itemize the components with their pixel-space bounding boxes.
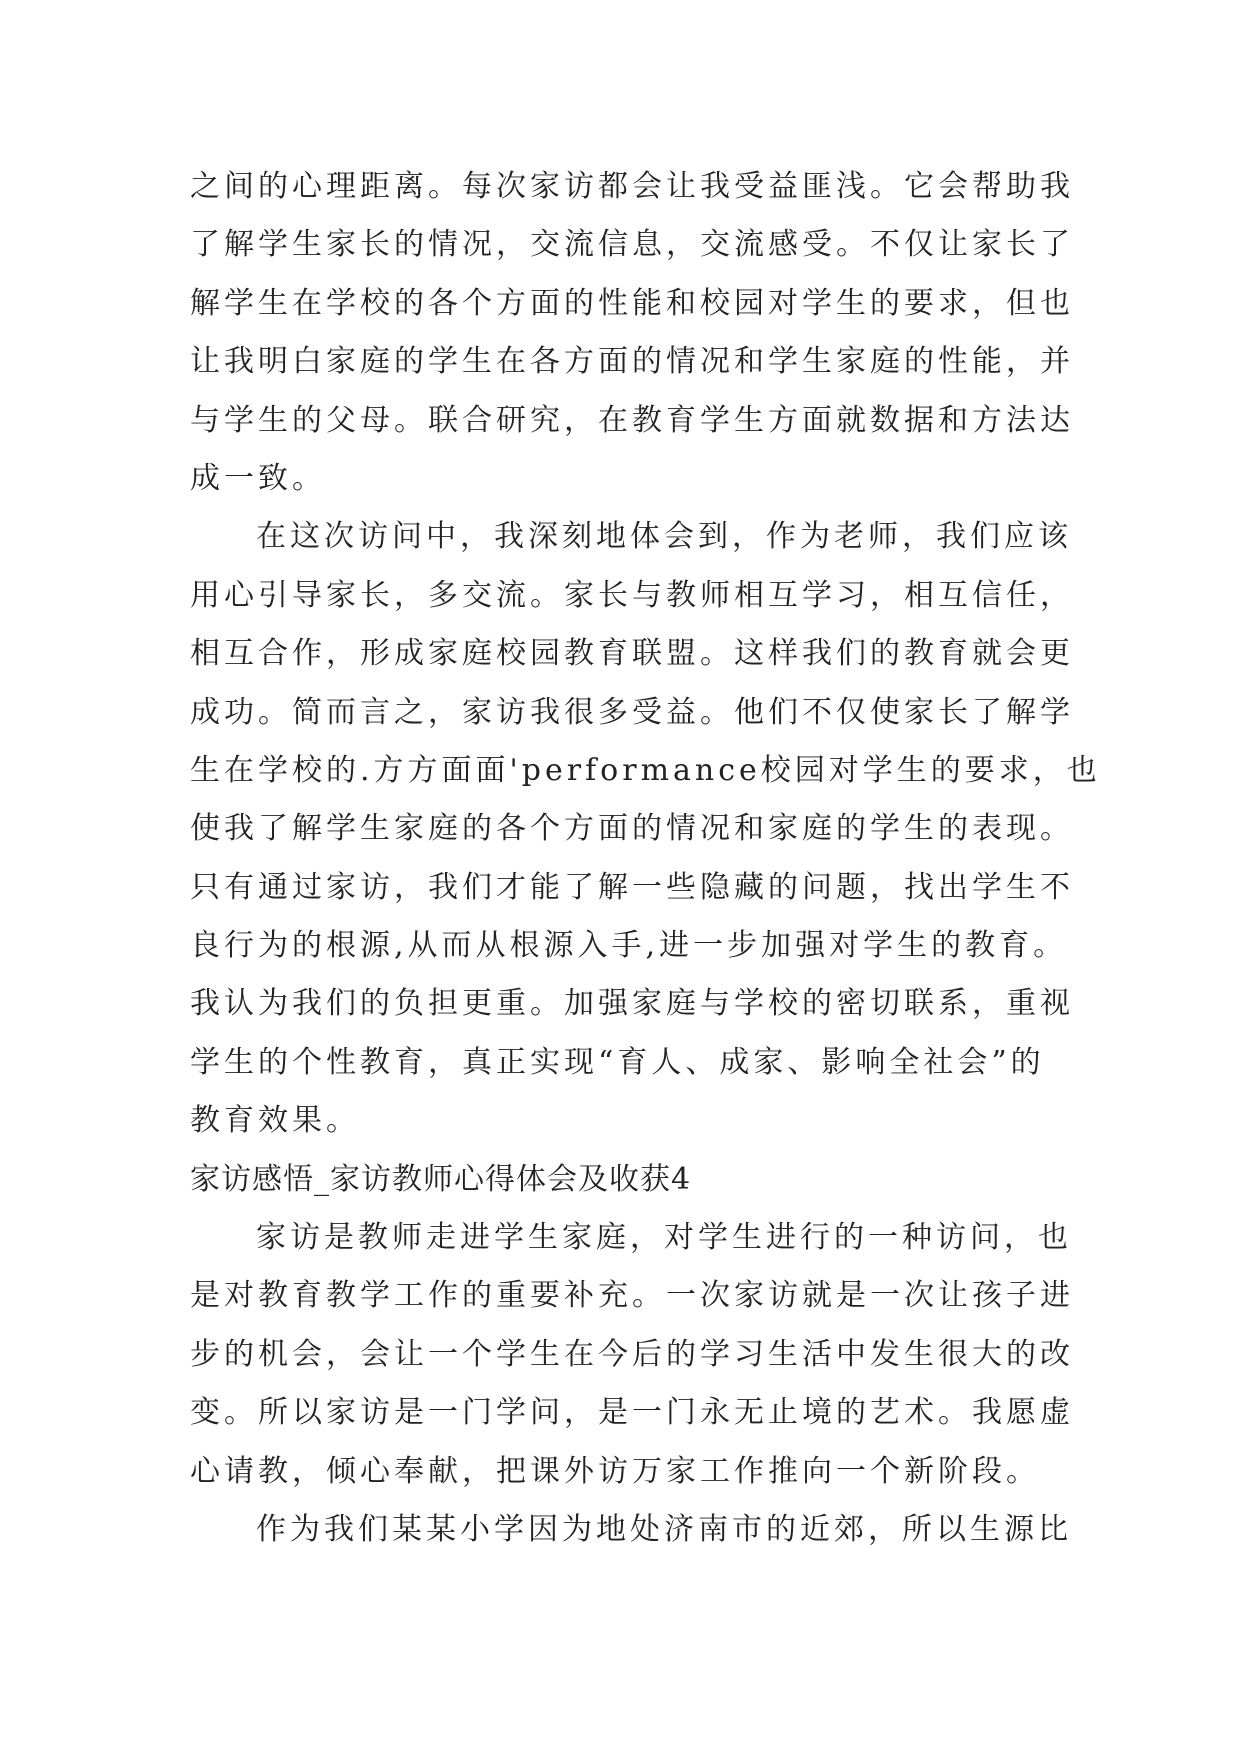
text-line: 只有通过家访，我们才能了解一些隐藏的问题，找出学生不 <box>190 869 1074 905</box>
text-line: 了解学生家长的情况，交流信息，交流感受。不仅让家长了 <box>190 227 1074 263</box>
text-line: 相互合作，形成家庭校园教育联盟。这样我们的教育就会更 <box>190 636 1074 672</box>
paragraph <box>190 508 1101 1150</box>
text-line: 教育效果。 <box>190 1103 360 1139</box>
document-body <box>190 158 1101 1559</box>
text-line: 生在学校的.方方面面'performance校园对学生的要求，也 <box>190 752 1101 788</box>
text-line: 我认为我们的负担更重。加强家庭与学校的密切联系，重视 <box>190 986 1074 1022</box>
text-line: 使我了解学生家庭的各个方面的情况和家庭的学生的表现。 <box>190 811 1074 847</box>
text-line: 作为我们某某小学因为地处济南市的近郊，所以生源比 <box>256 1511 1072 1547</box>
paragraph <box>190 1209 1074 1501</box>
text-line: 让我明白家庭的学生在各方面的情况和学生家庭的性能，并 <box>190 344 1074 380</box>
text-line: 学生的个性教育，真正实现“育人、成家、影响全社会”的 <box>190 1044 1045 1080</box>
text-line: 用心引导家长，多交流。家长与教师相互学习，相互信任， <box>190 577 1074 613</box>
text-line: 家访是教师走进学生家庭，对学生进行的一种访问，也 <box>256 1220 1072 1256</box>
text-line: 成功。简而言之，家访我很多受益。他们不仅使家长了解学 <box>190 694 1074 730</box>
text-line: 与学生的父母。联合研究，在教育学生方面就数据和方法达 <box>190 402 1074 438</box>
text-line: 是对教育教学工作的重要补充。一次家访就是一次让孩子进 <box>190 1278 1074 1314</box>
text-line: 良行为的根源,从而从根源入手,进一步加强对学生的教育。 <box>190 928 1068 964</box>
text-line: 变。所以家访是一门学问，是一门永无止境的艺术。我愿虚 <box>190 1395 1074 1431</box>
text-line: 解学生在学校的各个方面的性能和校园对学生的要求，但也 <box>190 285 1074 321</box>
text-line: 之间的心理距离。每次家访都会让我受益匪浅。它会帮助我 <box>190 169 1074 204</box>
text-line: 成一致。 <box>190 460 326 496</box>
paragraph <box>190 1501 1070 1559</box>
section-heading: 家访感悟_家访教师心得体会及收获4 <box>190 1161 692 1197</box>
text-line: 在这次访问中，我深刻地体会到，作为老师，我们应该 <box>256 519 1072 555</box>
text-line: 步的机会，会让一个学生在今后的学习生活中发生很大的改 <box>190 1336 1074 1372</box>
text-line: 心请教，倾心奉献，把课外访万家工作推向一个新阶段。 <box>190 1453 1040 1489</box>
paragraph <box>190 158 1074 508</box>
